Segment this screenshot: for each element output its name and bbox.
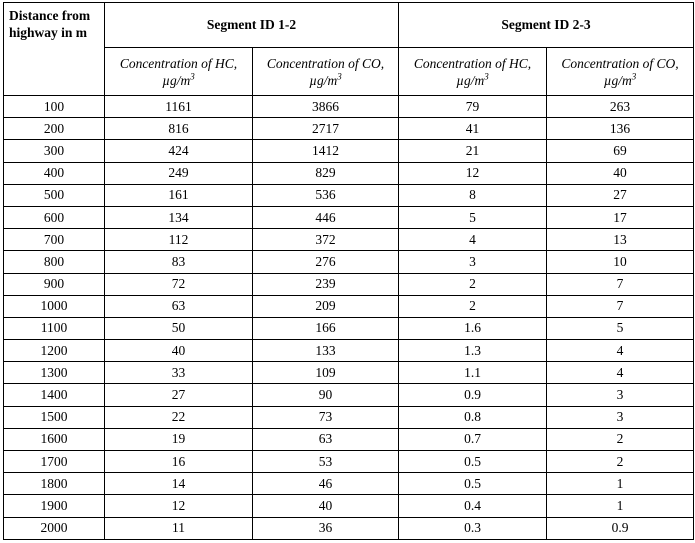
co-seg1-cell: 276 — [253, 251, 399, 273]
co-seg1-cell: 109 — [253, 362, 399, 384]
hc-seg1-cell: 27 — [105, 384, 253, 406]
co-seg1-cell: 63 — [253, 428, 399, 450]
table-row — [4, 295, 694, 317]
hc-seg2-cell: 2 — [399, 295, 547, 317]
co-seg1-cell: 90 — [253, 384, 399, 406]
co-seg2-cell: 7 — [547, 273, 694, 295]
hc-seg1-cell: 63 — [105, 295, 253, 317]
co-seg2-cell: 27 — [547, 184, 694, 206]
hc-seg2-cell: 5 — [399, 206, 547, 228]
unit-label: µg/m — [309, 72, 338, 88]
unit-exponent: 3 — [337, 71, 342, 81]
table-row — [4, 206, 694, 228]
co-seg1-cell: 829 — [253, 162, 399, 184]
hc-seg1-cell: 83 — [105, 251, 253, 273]
distance-cell: 2000 — [4, 517, 105, 539]
table-row — [4, 384, 694, 406]
table-row — [4, 317, 694, 339]
hc-seg1-cell: 161 — [105, 184, 253, 206]
hc-seg1-cell: 72 — [105, 273, 253, 295]
hc-label: Concentration of HC, — [413, 55, 532, 71]
unit-exponent: 3 — [484, 71, 489, 81]
distance-cell: 900 — [4, 273, 105, 295]
co-label: Concentration of CO, — [266, 55, 385, 71]
co-seg2-cell: 263 — [547, 96, 694, 118]
hc-seg1-cell: 40 — [105, 340, 253, 362]
co-header-seg1 — [253, 48, 399, 96]
distance-cell: 1800 — [4, 473, 105, 495]
co-seg2-cell: 2 — [547, 428, 694, 450]
hc-seg1-cell: 12 — [105, 495, 253, 517]
table-row — [4, 140, 694, 162]
co-seg2-cell: 0.9 — [547, 517, 694, 539]
distance-cell: 1300 — [4, 362, 105, 384]
hc-seg1-cell: 1161 — [105, 96, 253, 118]
hc-seg2-cell: 4 — [399, 229, 547, 251]
co-seg2-cell: 3 — [547, 384, 694, 406]
hc-seg2-cell: 0.9 — [399, 384, 547, 406]
co-label: Concentration of CO, — [561, 55, 679, 71]
hc-seg2-cell: 2 — [399, 273, 547, 295]
distance-cell: 1400 — [4, 384, 105, 406]
co-seg1-cell: 46 — [253, 473, 399, 495]
hc-seg2-cell: 1.1 — [399, 362, 547, 384]
concentration-table — [3, 2, 694, 540]
co-seg1-cell: 372 — [253, 229, 399, 251]
hc-seg2-cell: 0.7 — [399, 428, 547, 450]
hc-seg1-cell: 19 — [105, 428, 253, 450]
segment-1-2-header: Segment ID 1-2 — [105, 3, 399, 48]
co-seg1-cell: 1412 — [253, 140, 399, 162]
co-seg1-cell: 73 — [253, 406, 399, 428]
hc-seg2-cell: 0.4 — [399, 495, 547, 517]
co-seg1-cell: 536 — [253, 184, 399, 206]
hc-seg2-cell: 21 — [399, 140, 547, 162]
co-seg1-cell: 53 — [253, 451, 399, 473]
co-seg1-cell: 239 — [253, 273, 399, 295]
distance-cell: 200 — [4, 118, 105, 140]
hc-seg1-cell: 816 — [105, 118, 253, 140]
hc-seg2-cell: 3 — [399, 251, 547, 273]
hc-seg1-cell: 11 — [105, 517, 253, 539]
distance-header-line1: Distance from — [9, 8, 91, 23]
table-body — [4, 96, 694, 540]
table-row — [4, 184, 694, 206]
table-row — [4, 406, 694, 428]
co-seg2-cell: 136 — [547, 118, 694, 140]
hc-seg1-cell: 33 — [105, 362, 253, 384]
co-seg2-cell: 7 — [547, 295, 694, 317]
co-seg2-cell: 17 — [547, 206, 694, 228]
hc-seg2-cell: 0.8 — [399, 406, 547, 428]
distance-header — [4, 3, 105, 96]
co-seg2-cell: 13 — [547, 229, 694, 251]
distance-cell: 600 — [4, 206, 105, 228]
co-seg2-cell: 5 — [547, 317, 694, 339]
header-row-segments — [4, 3, 694, 48]
table-row — [4, 362, 694, 384]
distance-cell: 800 — [4, 251, 105, 273]
hc-header-seg1 — [105, 48, 253, 96]
unit-exponent: 3 — [631, 71, 637, 81]
hc-seg1-cell: 112 — [105, 229, 253, 251]
table-row — [4, 340, 694, 362]
hc-seg2-cell: 41 — [399, 118, 547, 140]
distance-cell: 1100 — [4, 317, 105, 339]
hc-seg2-cell: 0.5 — [399, 451, 547, 473]
hc-seg2-cell: 0.3 — [399, 517, 547, 539]
hc-seg1-cell: 134 — [105, 206, 253, 228]
unit-label: µg/m — [456, 72, 485, 88]
co-seg1-cell: 36 — [253, 517, 399, 539]
hc-seg2-cell: 1.6 — [399, 317, 547, 339]
hc-seg1-cell: 424 — [105, 140, 253, 162]
table-row — [4, 118, 694, 140]
hc-seg2-cell: 0.5 — [399, 473, 547, 495]
table-row — [4, 473, 694, 495]
hc-seg2-cell: 1.3 — [399, 340, 547, 362]
hc-seg2-cell: 12 — [399, 162, 547, 184]
co-seg2-cell: 3 — [547, 406, 694, 428]
distance-cell: 400 — [4, 162, 105, 184]
distance-cell: 700 — [4, 229, 105, 251]
co-seg2-cell: 40 — [547, 162, 694, 184]
header-row-pollutants — [4, 48, 694, 96]
table-row — [4, 451, 694, 473]
co-seg2-cell: 10 — [547, 251, 694, 273]
co-seg1-cell: 446 — [253, 206, 399, 228]
distance-cell: 300 — [4, 140, 105, 162]
distance-cell: 100 — [4, 96, 105, 118]
segment-2-3-header: Segment ID 2-3 — [399, 3, 694, 48]
table-row — [4, 428, 694, 450]
co-seg1-cell: 133 — [253, 340, 399, 362]
co-seg2-cell: 2 — [547, 451, 694, 473]
co-seg1-cell: 166 — [253, 317, 399, 339]
hc-seg1-cell: 249 — [105, 162, 253, 184]
co-seg1-cell: 2717 — [253, 118, 399, 140]
co-seg1-cell: 3866 — [253, 96, 399, 118]
distance-header-line2: highway in m — [9, 25, 88, 40]
hc-header-seg2 — [399, 48, 547, 96]
distance-cell: 1200 — [4, 340, 105, 362]
co-seg1-cell: 40 — [253, 495, 399, 517]
distance-cell: 500 — [4, 184, 105, 206]
unit-label: µg/m — [603, 72, 632, 88]
distance-cell: 1500 — [4, 406, 105, 428]
co-seg1-cell: 209 — [253, 295, 399, 317]
unit-label: µg/m — [162, 72, 191, 88]
distance-cell: 1000 — [4, 295, 105, 317]
hc-seg1-cell: 14 — [105, 473, 253, 495]
distance-cell: 1700 — [4, 451, 105, 473]
co-seg2-cell: 1 — [547, 495, 694, 517]
table-row — [4, 273, 694, 295]
co-header-seg2 — [547, 48, 694, 96]
co-seg2-cell: 4 — [547, 340, 694, 362]
hc-seg2-cell: 79 — [399, 96, 547, 118]
table-row — [4, 229, 694, 251]
hc-seg1-cell: 16 — [105, 451, 253, 473]
hc-seg2-cell: 8 — [399, 184, 547, 206]
table-row — [4, 251, 694, 273]
co-seg2-cell: 1 — [547, 473, 694, 495]
distance-cell: 1600 — [4, 428, 105, 450]
hc-label: Concentration of HC, — [119, 55, 238, 71]
co-seg2-cell: 69 — [547, 140, 694, 162]
unit-exponent: 3 — [190, 71, 195, 81]
table-row — [4, 162, 694, 184]
co-seg2-cell: 4 — [547, 362, 694, 384]
table-row — [4, 495, 694, 517]
hc-seg1-cell: 50 — [105, 317, 253, 339]
table-row — [4, 96, 694, 118]
table-row — [4, 517, 694, 539]
hc-seg1-cell: 22 — [105, 406, 253, 428]
distance-cell: 1900 — [4, 495, 105, 517]
